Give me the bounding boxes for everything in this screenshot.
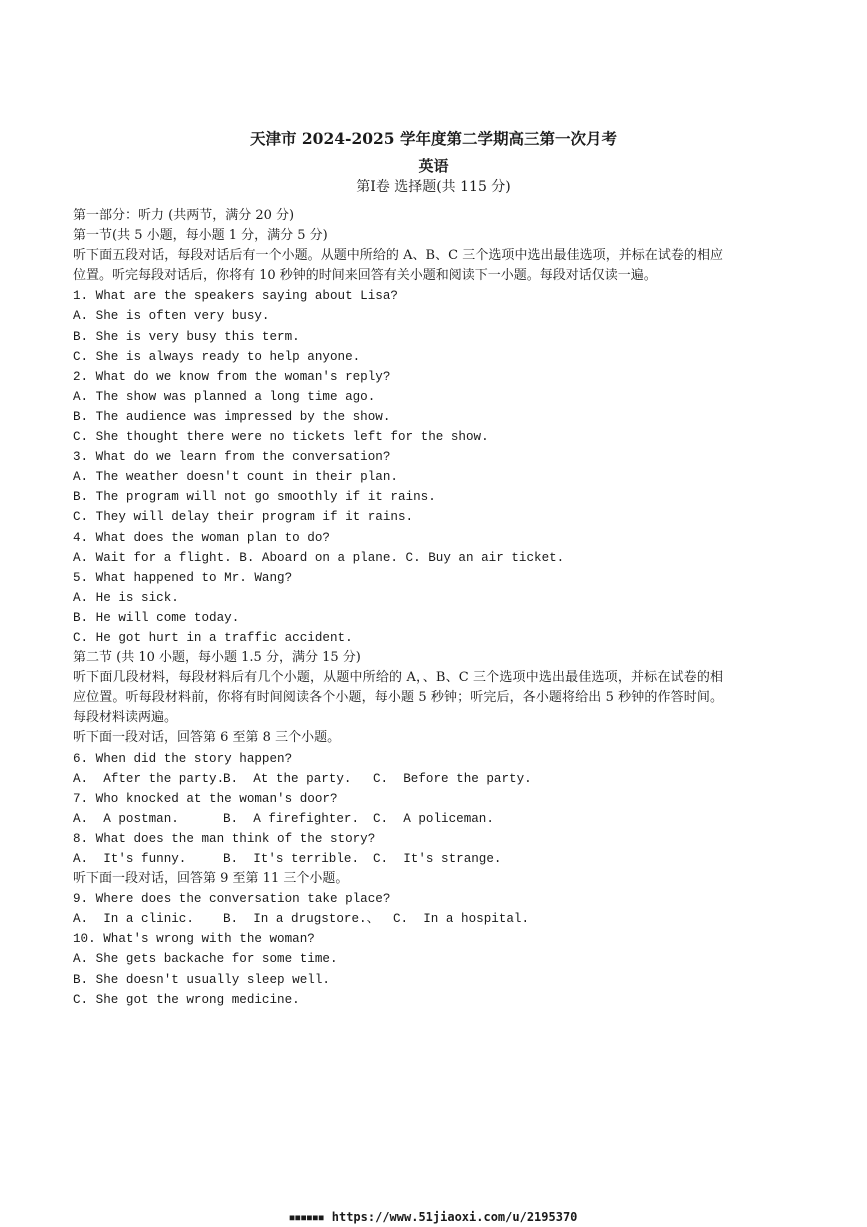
intro-9-11: 听下面一段对话，回答第 9 至第 11 三个小题。	[73, 871, 349, 887]
subject-title: 英语	[418, 157, 449, 175]
section2-instructions: 听下面几段材料，每段材料后有几个小题，从题中所给的 A，、B、C 三个选项中选出最佳选项，并标在试卷的相应位置。听每段材料前，你将有时间阅读各个小题，每小题 5 秒钟；听完后，各小题将给出 5 秒钟的作答时间。每段材料读两遍。	[73, 670, 723, 726]
options-6	[73, 769, 723, 789]
question-6: 6. When did the story happen?	[73, 751, 293, 766]
option-2c: C. She thought there were no tickets left for the show.	[73, 430, 489, 445]
option-2a: A. The show was planned a long time ago.	[73, 389, 376, 404]
footer-url[interactable]: https://www.51jiaoxi.com/u/2195370	[331, 1210, 578, 1224]
option-10b: B. She doesn't usually sleep well.	[73, 972, 330, 987]
option-6a: A. After the party.	[73, 771, 225, 786]
intro-6-8: 听下面一段对话，回答第 6 至第 8 三个小题。	[73, 730, 341, 746]
option-8a: A. It's funny.	[73, 852, 187, 866]
part1-heading: 第一部分：听力 (共两节，满分 20 分)	[73, 208, 295, 223]
section2-heading: 第二节 (共 10 小题，每小题 1.5 分，满分 15 分)	[73, 650, 361, 666]
question-9: 9. Where does the conversation take place?	[73, 892, 391, 907]
section1-instructions: 听下面五段对话，每段对话后有一个小题。从题中所给的 A、B、C 三个选项中选出最佳选项，并标在试卷的相应位置。听完每段对话后，你将有 10 秒钟的时间来回答有关小题和阅读下一小题。每段对话仅读一遍。	[73, 248, 723, 284]
option-10a: A. She gets backache for some time.	[73, 952, 338, 967]
option-1c: C. She is always ready to help anyone.	[73, 349, 361, 364]
option-7c: C. A policeman.	[373, 811, 494, 826]
option-2b: B. The audience was impressed by the show.	[73, 409, 391, 424]
footer	[0, 1210, 867, 1224]
option-9a: A. In a clinic.	[73, 912, 194, 927]
option-5a: A. He is sick.	[73, 590, 179, 605]
option-7b: B. A firefighter.	[223, 811, 360, 826]
options-7	[73, 809, 723, 829]
option-1a: A. She is often very busy.	[73, 309, 270, 324]
option-8c: C. It's strange.	[373, 852, 502, 866]
question-5: 5. What happened to Mr. Wang?	[73, 570, 293, 585]
options-8	[73, 849, 723, 869]
option-5c: C. He got hurt in a traffic accident.	[73, 630, 353, 645]
option-3a: A. The weather doesn't count in their plan.	[73, 470, 398, 485]
options-9	[73, 909, 723, 929]
option-3c: C. They will delay their program if it rains.	[73, 510, 414, 525]
option-6c: C. Before the party.	[373, 771, 532, 786]
question-7: 7. Who knocked at the woman's door?	[73, 791, 338, 806]
option-8b: B. It's terrible.	[223, 852, 360, 866]
question-8: 8. What does the man think of the story?	[73, 831, 376, 846]
option-7a: A. A postman.	[73, 811, 179, 826]
option-1b: B. She is very busy this term.	[73, 329, 300, 344]
exam-content	[73, 206, 723, 1010]
option-9b: B. In a drugstore.、	[223, 912, 380, 927]
question-10: 10. What's wrong with the woman?	[73, 932, 315, 947]
question-3: 3. What do we learn from the conversation?	[73, 450, 391, 465]
page-title: 天津市 2024-2025 学年度第二学期高三第一次月考	[249, 129, 617, 148]
options-4: A. Wait for a flight. B. Aboard on a plane. C. Buy an air ticket.	[73, 550, 565, 565]
question-2: 2. What do we know from the woman's reply?	[73, 369, 391, 384]
option-10c: C. She got the wrong medicine.	[73, 992, 300, 1007]
question-1: 1. What are the speakers saying about Lisa?	[73, 289, 398, 304]
question-4: 4. What does the woman plan to do?	[73, 530, 330, 545]
option-9c: C. In a hospital.	[393, 912, 530, 927]
option-3b: B. The program will not go smoothly if it rains.	[73, 490, 436, 505]
section1-heading: 第一节(共 5 小题，每小题 1 分，满分 5 分)	[73, 228, 328, 244]
option-5b: B. He will come today.	[73, 610, 240, 625]
watermark-marks: ■■■■■■	[289, 1213, 325, 1222]
option-6b: B. At the party.	[223, 771, 352, 786]
volume-heading: 第Ⅰ卷 选择题(共 115 分)	[356, 179, 511, 195]
